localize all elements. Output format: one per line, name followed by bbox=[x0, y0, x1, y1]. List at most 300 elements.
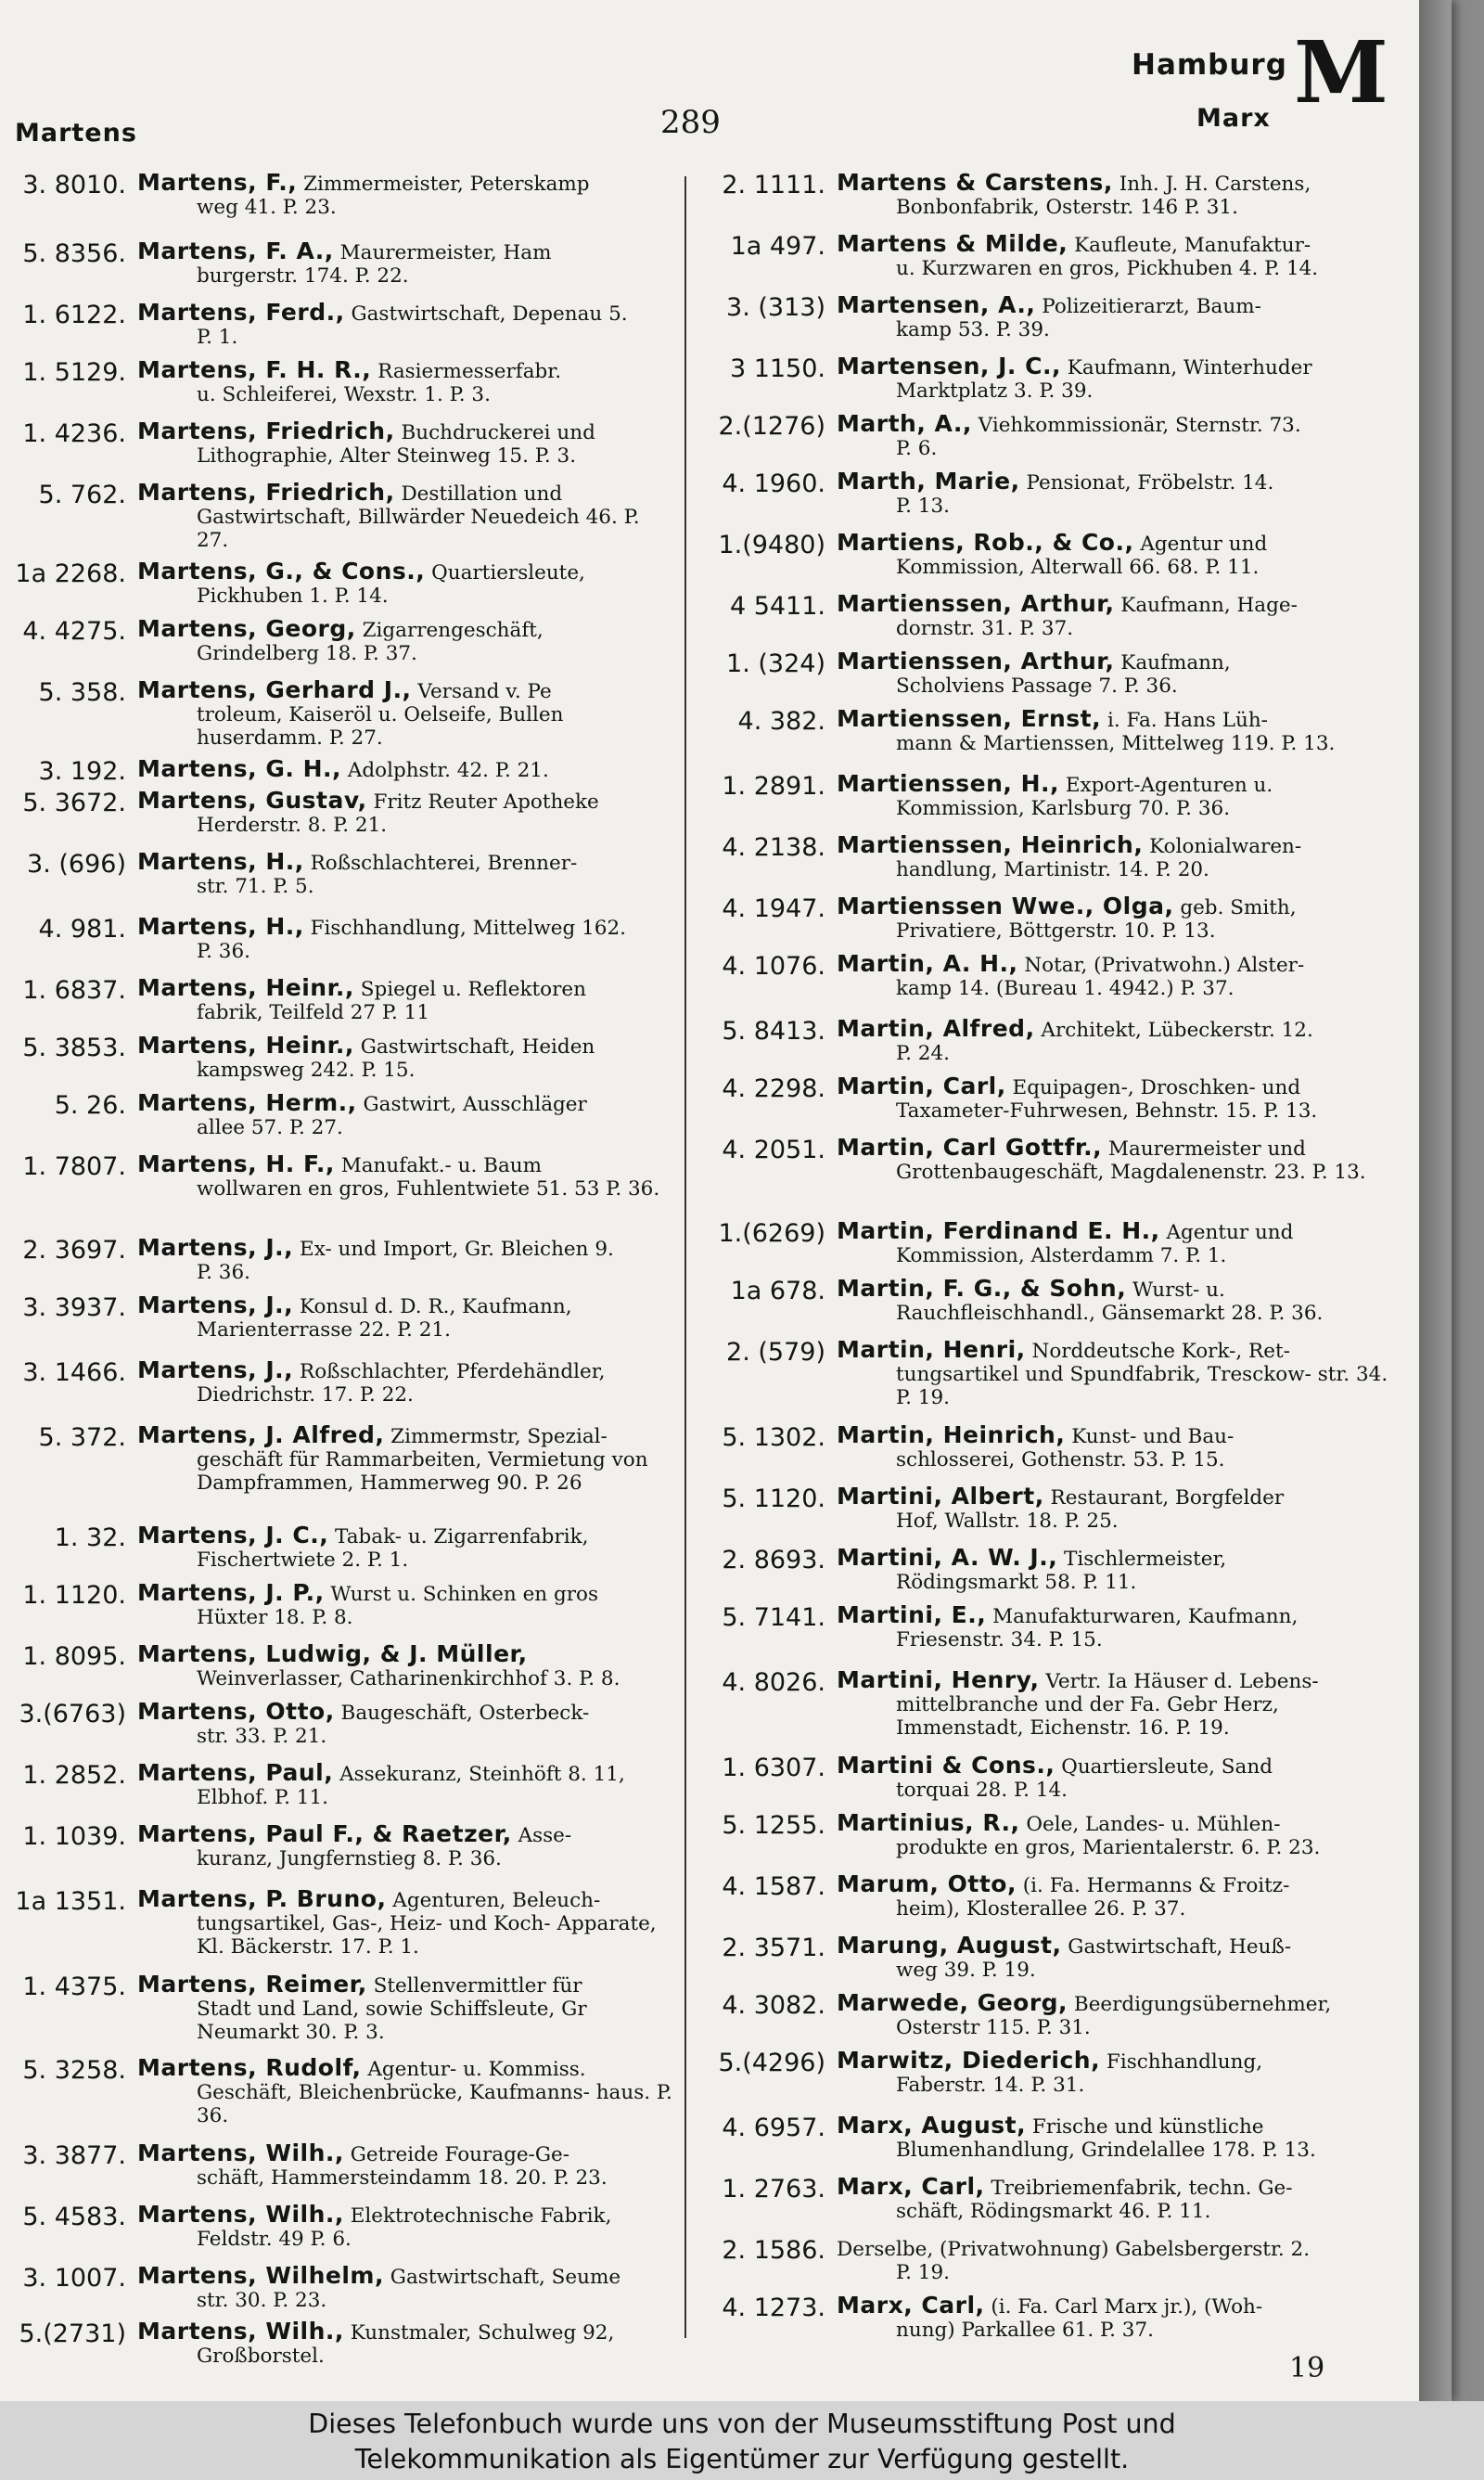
phone-number: 5. 1120. bbox=[722, 1484, 825, 1513]
phone-number: 4. 3082. bbox=[722, 1991, 825, 2020]
entry-text bbox=[126, 2056, 675, 2127]
directory-entry bbox=[701, 1136, 1406, 1219]
phone-number: 2.(1276) bbox=[718, 412, 825, 441]
left-keyword: Martens bbox=[15, 119, 137, 148]
entry-address: troleum, Kaiseröl u. Oelseife, Bullen huserdamm. P. 27. bbox=[197, 703, 564, 750]
entry-text bbox=[825, 894, 1406, 943]
entry-address: Diedrichstr. 17. P. 22. bbox=[197, 1383, 414, 1407]
subscriber-name: Martens, F., bbox=[137, 169, 298, 196]
subscriber-name: Martens, F. H. R., bbox=[137, 356, 372, 383]
entry-text bbox=[126, 239, 675, 288]
directory-entry bbox=[701, 1338, 1406, 1423]
subscriber-name: Martienssen, H., bbox=[837, 770, 1059, 797]
entry-details: Rasiermesserfabr. bbox=[371, 360, 562, 383]
page-number: 289 bbox=[660, 104, 721, 141]
entry-address: tungsartikel und Spundfabrik, Tresckow- str. 34. P. 19. bbox=[896, 1363, 1388, 1409]
directory-entry bbox=[6, 239, 675, 301]
phone-number: 4. 6957. bbox=[722, 2114, 825, 2142]
entry-details: Assekuranz, Steinhöft 8. 11, bbox=[333, 1763, 625, 1786]
directory-entry bbox=[701, 1811, 1406, 1872]
directory-entry bbox=[701, 1219, 1406, 1277]
entry-details: Notar, (Privatwohn.) Alster- bbox=[1017, 954, 1305, 977]
subscriber-name: Martini, Henry, bbox=[837, 1666, 1040, 1693]
phone-number: 1. 5129. bbox=[22, 358, 126, 387]
entry-text bbox=[126, 2264, 675, 2312]
entry-address: weg 41. P. 23. bbox=[197, 196, 337, 219]
entry-text bbox=[126, 559, 675, 608]
directory-entry bbox=[701, 2175, 1406, 2236]
phone-number: 4. 1273. bbox=[722, 2294, 825, 2322]
subscriber-name: Martens, J., bbox=[137, 1356, 294, 1383]
subscriber-name: Martens, Georg, bbox=[137, 615, 356, 642]
entry-address: u. Schleiferei, Wexstr. 1. P. 3. bbox=[197, 383, 491, 406]
directory-entry bbox=[6, 301, 675, 358]
subscriber-name: Marx, Carl, bbox=[837, 2292, 985, 2319]
entry-details: Norddeutsche Kork-, Ret- bbox=[1025, 1340, 1290, 1363]
directory-entry bbox=[701, 293, 1406, 354]
subscriber-name: Martens, F. A., bbox=[137, 238, 334, 264]
entry-text bbox=[126, 1642, 675, 1690]
phone-number: 1. 7807. bbox=[22, 1152, 126, 1181]
entry-text bbox=[825, 469, 1406, 518]
entry-address: Gastwirtschaft, Billwärder Neuedeich 46. P. 27. bbox=[197, 506, 640, 552]
entry-address: tungsartikel, Gas-, Heiz- und Koch- Apparate, Kl. Bäckerstr. 17. P. 1. bbox=[197, 1912, 657, 1959]
entry-address: produkte en gros, Marientalerstr. 6. P. 23. bbox=[896, 1836, 1321, 1859]
phone-number: 5. 7141. bbox=[722, 1603, 825, 1632]
entry-address: Faberstr. 14. P. 31. bbox=[896, 2074, 1085, 2097]
entry-details: Frische und künstliche bbox=[1026, 2115, 1264, 2139]
phone-number: 4. 1076. bbox=[722, 952, 825, 981]
entry-details: Roßschlachter, Pferdehändler, bbox=[293, 1360, 606, 1383]
entry-address: Privatiere, Böttgerstr. 10. P. 13. bbox=[896, 919, 1216, 943]
entry-details: Fischhandlung, bbox=[1100, 2050, 1263, 2074]
directory-entry bbox=[701, 531, 1406, 592]
subscriber-name: Martin, A. H., bbox=[837, 950, 1018, 977]
directory-entry bbox=[6, 789, 675, 850]
entry-address: Stadt und Land, sowie Schiffsleute, Gr Neumarkt 30. P. 3. bbox=[197, 1998, 587, 2044]
entry-details: Kolonialwaren- bbox=[1143, 835, 1302, 858]
entry-details: Maurermeister und bbox=[1102, 1137, 1306, 1161]
entry-address: kamp 14. (Bureau 1. 4942.) P. 37. bbox=[896, 977, 1235, 1000]
entry-details: Quartiersleute, Sand bbox=[1055, 1755, 1273, 1779]
entry-text bbox=[126, 1236, 675, 1284]
entry-text bbox=[825, 1811, 1406, 1859]
entry-text bbox=[825, 293, 1406, 341]
entry-address: Blumenhandlung, Grindelallee 178. P. 13. bbox=[896, 2139, 1316, 2162]
phone-number: 3. 3877. bbox=[22, 2141, 126, 2170]
entry-details: Polizeitierarzt, Baum- bbox=[1035, 295, 1261, 318]
entry-details: Agentur- u. Kommiss. bbox=[361, 2058, 586, 2081]
directory-entry bbox=[701, 1017, 1406, 1074]
entry-details: Agenturen, Beleuch- bbox=[386, 1889, 601, 1912]
page-footer-number: 19 bbox=[1289, 2352, 1325, 2384]
directory-entry bbox=[701, 649, 1406, 707]
directory-entry bbox=[701, 707, 1406, 772]
entry-text bbox=[126, 678, 675, 750]
page-edge bbox=[1419, 0, 1452, 2401]
phone-number: 1. 6837. bbox=[22, 976, 126, 1005]
directory-entry bbox=[6, 1091, 675, 1152]
directory-entry bbox=[6, 1293, 675, 1358]
subscriber-name: Martens, Gustav, bbox=[137, 787, 367, 814]
phone-number: 5. 4583. bbox=[22, 2203, 126, 2231]
subscriber-name: Martens, Wilhelm, bbox=[137, 2262, 384, 2289]
entry-text bbox=[825, 171, 1406, 219]
entry-text bbox=[126, 419, 675, 468]
entry-text bbox=[825, 412, 1406, 460]
entry-address: P. 13. bbox=[896, 495, 950, 518]
entry-details: geb. Smith, bbox=[1173, 896, 1297, 919]
entry-address: Osterstr 115. P. 31. bbox=[896, 2016, 1091, 2039]
entry-address: torquai 28. P. 14. bbox=[896, 1779, 1068, 1802]
subscriber-name: Martens, Heinr., bbox=[137, 974, 354, 1001]
entry-details: Treibriemenfabrik, techn. Ge- bbox=[984, 2177, 1293, 2200]
phone-number: 5.(2731) bbox=[19, 2319, 126, 2348]
phone-number: 5. 3672. bbox=[22, 789, 126, 817]
right-column bbox=[701, 171, 1406, 2349]
subscriber-name: Martensen, J. C., bbox=[837, 353, 1061, 379]
subscriber-name: Martini, E., bbox=[837, 1601, 987, 1628]
phone-number: 4. 981. bbox=[38, 915, 126, 944]
entry-address: Herderstr. 8. P. 21. bbox=[197, 814, 388, 837]
phone-number: 4. 8026. bbox=[722, 1668, 825, 1697]
phone-number: 5. 1255. bbox=[722, 1811, 825, 1840]
entry-text bbox=[825, 2236, 1406, 2284]
entry-address: Weinverlasser, Catharinenkirchhof 3. P. 8. bbox=[197, 1667, 620, 1690]
subscriber-name: Martens, H., bbox=[137, 913, 304, 940]
entry-details: Buchdruckerei und bbox=[394, 421, 595, 444]
phone-number: 1a 1351. bbox=[15, 1887, 126, 1916]
subscriber-name: Martienssen, Heinrich, bbox=[837, 831, 1144, 858]
entry-text bbox=[126, 1152, 675, 1201]
phone-number: 1a 678. bbox=[730, 1277, 825, 1305]
entry-address: mann & Martienssen, Mittelweg 119. P. 13. bbox=[896, 732, 1336, 755]
phone-number: 3. 1007. bbox=[22, 2264, 126, 2293]
directory-entry bbox=[6, 1761, 675, 1822]
directory-entry bbox=[6, 2203, 675, 2264]
phone-number: 1. 6122. bbox=[22, 301, 126, 329]
subscriber-name: Marth, A., bbox=[837, 410, 972, 437]
entry-address: P. 19. bbox=[896, 2261, 950, 2284]
entry-details: Tischlermeister, bbox=[1057, 1548, 1227, 1571]
page-header bbox=[0, 0, 1452, 162]
credit-line-1: Dieses Telefonbuch wurde uns von der Museumsstiftung Post und bbox=[308, 2409, 1176, 2439]
phone-number: 4. 382. bbox=[737, 707, 825, 736]
entry-text bbox=[825, 232, 1406, 280]
entry-address: Grindelberg 18. P. 37. bbox=[197, 642, 417, 665]
entry-text bbox=[126, 1761, 675, 1809]
entry-address: Rauchfleischhandl., Gänsemarkt 28. P. 36. bbox=[896, 1302, 1324, 1325]
directory-entry bbox=[701, 171, 1406, 232]
phone-number: 4. 4275. bbox=[22, 617, 126, 646]
entry-text bbox=[126, 1972, 675, 2044]
phone-number: 3. 192. bbox=[38, 757, 126, 786]
subscriber-name: Martens, Ferd., bbox=[137, 299, 345, 326]
phone-number: 1. 1039. bbox=[22, 1822, 126, 1851]
phone-number: 5. 8413. bbox=[722, 1017, 825, 1046]
entry-address: Bonbonfabrik, Osterstr. 146 P. 31. bbox=[896, 196, 1238, 219]
phone-number: 2. (579) bbox=[726, 1338, 825, 1367]
phone-number: 5. 762. bbox=[38, 481, 126, 509]
entry-details: Restaurant, Borgfelder bbox=[1043, 1486, 1285, 1510]
directory-entry bbox=[6, 2056, 675, 2141]
entry-text bbox=[126, 358, 675, 406]
entry-details: Agentur und bbox=[1159, 1221, 1294, 1244]
phone-number: 1. (324) bbox=[726, 649, 825, 678]
entry-details: Tabak- u. Zigarrenfabrik, bbox=[328, 1525, 589, 1548]
entry-text bbox=[825, 2049, 1406, 2097]
entry-address: weg 39. P. 19. bbox=[896, 1959, 1036, 1982]
entry-address: P. 36. bbox=[197, 1261, 250, 1284]
entry-details: Kunstmaler, Schulweg 92, bbox=[343, 2321, 615, 2345]
directory-entry bbox=[701, 1484, 1406, 1546]
entry-text bbox=[825, 1277, 1406, 1325]
entry-address: schlosserei, Gothenstr. 53. P. 15. bbox=[896, 1448, 1225, 1471]
entry-address: str. 33. P. 21. bbox=[197, 1725, 327, 1748]
phone-number: 1. 4375. bbox=[22, 1972, 126, 2001]
entry-address: Marktplatz 3. P. 39. bbox=[896, 379, 1094, 403]
subscriber-name: Martens & Milde, bbox=[837, 230, 1068, 257]
subscriber-name: Marung, August, bbox=[837, 1932, 1062, 1959]
subscriber-name: Martens, Ludwig, & J. Müller, bbox=[137, 1640, 528, 1667]
phone-number: 5. 26. bbox=[54, 1091, 126, 1120]
directory-entry bbox=[701, 412, 1406, 469]
entry-details: Pensionat, Fröbelstr. 14. bbox=[1019, 471, 1274, 495]
directory-entry bbox=[701, 1603, 1406, 1668]
phone-number: 3.(6763) bbox=[19, 1700, 126, 1728]
entry-details: Gastwirtschaft, Heuß- bbox=[1061, 1935, 1292, 1959]
directory-entry bbox=[701, 894, 1406, 952]
subscriber-name: Martens, J., bbox=[137, 1291, 294, 1318]
subscriber-name: Martienssen, Arthur, bbox=[837, 648, 1115, 675]
entry-details: Zimmermeister, Peterskamp bbox=[297, 173, 590, 196]
subscriber-name: Martiens, Rob., & Co., bbox=[837, 529, 1134, 556]
subscriber-name: Martens, Wilh., bbox=[137, 2318, 344, 2345]
subscriber-name: Martens, Friedrich, bbox=[137, 418, 395, 444]
phone-number: 3. (696) bbox=[27, 850, 126, 879]
phone-number: 3. 1466. bbox=[22, 1358, 126, 1387]
phone-number: 5. 3853. bbox=[22, 1034, 126, 1062]
directory-entry bbox=[6, 2141, 675, 2203]
subscriber-name: Martin, Henri, bbox=[837, 1336, 1026, 1363]
subscriber-name: Martensen, A., bbox=[837, 291, 1036, 318]
entry-text bbox=[825, 1754, 1406, 1802]
entry-text bbox=[126, 1523, 675, 1572]
directory-entry bbox=[6, 1972, 675, 2056]
subscriber-name: Martin, Alfred, bbox=[837, 1015, 1035, 1042]
subscriber-name: Martens, Heinr., bbox=[137, 1032, 354, 1059]
entry-text bbox=[126, 1293, 675, 1342]
last-keyword: Marx bbox=[1196, 104, 1271, 133]
subscriber-name: Martin, Ferdinand E. H., bbox=[837, 1217, 1160, 1244]
entry-address: str. 30. P. 23. bbox=[197, 2289, 327, 2312]
subscriber-name: Martens, Rudolf, bbox=[137, 2054, 362, 2081]
subscriber-name: Martienssen Wwe., Olga, bbox=[837, 893, 1174, 919]
subscriber-name: Martens, J. P., bbox=[137, 1579, 325, 1606]
entry-address: geschäft für Rammarbeiten, Vermietung von Dampframmen, Hammerweg 90. P. 26 bbox=[197, 1448, 648, 1495]
subscriber-name: Martens, H., bbox=[137, 848, 304, 875]
directory-entry bbox=[701, 2049, 1406, 2114]
phone-number: 1a 2268. bbox=[15, 559, 126, 588]
phone-number: 1. 6307. bbox=[722, 1754, 825, 1782]
entry-text bbox=[126, 915, 675, 963]
directory-entry bbox=[6, 617, 675, 678]
phone-number: 2. 3697. bbox=[22, 1236, 126, 1265]
phone-number: 2. 1586. bbox=[722, 2236, 825, 2265]
entry-address: Kommission, Karlsburg 70. P. 36. bbox=[896, 797, 1231, 820]
subscriber-name: Marx, Carl, bbox=[837, 2173, 985, 2200]
phone-number: 4. 2298. bbox=[722, 1074, 825, 1103]
entry-text bbox=[825, 1219, 1406, 1267]
phone-number: 2. 3571. bbox=[722, 1934, 825, 1962]
entry-details: Versand v. Pe bbox=[411, 680, 552, 703]
entry-text bbox=[126, 976, 675, 1024]
subscriber-name: Martens, Friedrich, bbox=[137, 479, 395, 506]
directory-entry bbox=[6, 559, 675, 617]
subscriber-name: Martens & Carstens, bbox=[837, 169, 1113, 196]
entry-text bbox=[825, 772, 1406, 820]
entry-address: fabrik, Teilfeld 27 P. 11 bbox=[197, 1001, 430, 1024]
phone-number: 1. 2891. bbox=[722, 772, 825, 801]
entry-details: Oele, Landes- u. Mühlen- bbox=[1019, 1813, 1281, 1836]
directory-entry bbox=[6, 481, 675, 559]
directory-entry bbox=[701, 833, 1406, 894]
entry-address: Großborstel. bbox=[197, 2345, 325, 2368]
entry-address: handlung, Martinistr. 14. P. 20. bbox=[896, 858, 1209, 881]
directory-entry bbox=[6, 2264, 675, 2319]
subscriber-name: Martens, Herm., bbox=[137, 1089, 357, 1116]
entry-address: allee 57. P. 27. bbox=[197, 1116, 343, 1139]
entry-details: Adolphstr. 42. P. 21. bbox=[341, 759, 549, 782]
entry-details: Kaufmann, bbox=[1114, 651, 1231, 675]
entry-text bbox=[126, 850, 675, 898]
subscriber-name: Martini, Albert, bbox=[837, 1483, 1044, 1510]
subscriber-name: Martens, G., & Cons., bbox=[137, 558, 426, 585]
entry-address: burgerstr. 174. P. 22. bbox=[197, 264, 409, 288]
subscriber-name: Martens, Wilh., bbox=[137, 2201, 344, 2228]
directory-entry bbox=[701, 2114, 1406, 2175]
section-letter: M bbox=[1294, 22, 1388, 122]
directory-entry bbox=[6, 1523, 675, 1581]
entry-details: (i. Fa. Carl Marx jr.), (Woh- bbox=[984, 2295, 1263, 2319]
phone-number: 5. 8356. bbox=[22, 239, 126, 268]
directory-entry bbox=[6, 1700, 675, 1761]
credit-footer bbox=[0, 2401, 1484, 2480]
entry-details: Kaufleute, Manufaktur- bbox=[1068, 234, 1311, 257]
phone-number: 1. 2763. bbox=[722, 2175, 825, 2204]
entry-text bbox=[126, 301, 675, 349]
directory-entry bbox=[701, 2236, 1406, 2294]
entry-text bbox=[825, 649, 1406, 698]
entry-address: kampsweg 242. P. 15. bbox=[197, 1059, 416, 1082]
entry-text bbox=[825, 2175, 1406, 2223]
entry-address: Friesenstr. 34. P. 15. bbox=[896, 1628, 1103, 1651]
entry-address: schäft, Hammersteindamm 18. 20. P. 23. bbox=[197, 2166, 608, 2190]
directory-entry bbox=[6, 976, 675, 1034]
entry-details: (i. Fa. Hermanns & Froitz- bbox=[1016, 1874, 1290, 1897]
entry-details: Stellenvermittler für bbox=[366, 1974, 582, 1998]
subscriber-name: Martinius, R., bbox=[837, 1809, 1020, 1836]
entry-details: Roßschlachterei, Brenner- bbox=[303, 852, 578, 875]
entry-text bbox=[825, 1338, 1406, 1409]
entry-text bbox=[126, 2319, 675, 2368]
entry-details: Beerdigungsübernehmer, bbox=[1068, 1993, 1332, 2016]
entry-text bbox=[825, 707, 1406, 755]
entry-text bbox=[825, 1668, 1406, 1740]
directory-entry bbox=[701, 1991, 1406, 2049]
entry-text bbox=[825, 1074, 1406, 1123]
phone-number: 4. 2051. bbox=[722, 1136, 825, 1164]
entry-address: Scholviens Passage 7. P. 36. bbox=[896, 675, 1178, 698]
entry-address: Geschäft, Bleichenbrücke, Kaufmanns- haus. P. 36. bbox=[197, 2081, 672, 2127]
subscriber-name: Martini, A. W. J., bbox=[837, 1544, 1058, 1571]
entry-address: Hüxter 18. P. 8. bbox=[197, 1606, 353, 1629]
phone-number: 5. 3258. bbox=[22, 2056, 126, 2085]
entry-details: Zimmermstr, Spezial- bbox=[384, 1425, 608, 1448]
entry-address: mittelbranche und der Fa. Gebr Herz, Immenstadt, Eichenstr. 16. P. 19. bbox=[896, 1693, 1279, 1740]
entry-details: Maurermeister, Ham bbox=[333, 241, 552, 264]
subscriber-name: Martens, Paul, bbox=[137, 1759, 334, 1786]
entry-details: Elektrotechnische Fabrik, bbox=[343, 2204, 612, 2228]
phone-number: 4. 1947. bbox=[722, 894, 825, 923]
entry-details: Wurst- u. bbox=[1126, 1279, 1225, 1302]
entry-details: Ex- und Import, Gr. Bleichen 9. bbox=[293, 1238, 614, 1261]
entry-address: Feldstr. 49 P. 6. bbox=[197, 2228, 352, 2251]
entry-text bbox=[825, 354, 1406, 403]
subscriber-name: Martens, Reimer, bbox=[137, 1971, 367, 1998]
entry-address: Taxameter-Fuhrwesen, Behnstr. 15. P. 13. bbox=[896, 1099, 1318, 1123]
column-divider bbox=[684, 176, 686, 2338]
directory-entry bbox=[6, 915, 675, 976]
subscriber-name: Marwitz, Diederich, bbox=[837, 2047, 1101, 2074]
phone-number: 1.(9480) bbox=[718, 531, 825, 559]
entry-details: Manufakt.- u. Baum bbox=[334, 1154, 542, 1177]
entry-text bbox=[825, 1136, 1406, 1184]
subscriber-name: Martens, Wilh., bbox=[137, 2139, 344, 2166]
directory-entry bbox=[6, 1152, 675, 1236]
directory-entry bbox=[701, 772, 1406, 833]
directory-entry bbox=[6, 419, 675, 481]
subscriber-name: Martens, J. C., bbox=[137, 1522, 329, 1548]
entry-address: schäft, Rödingsmarkt 46. P. 11. bbox=[896, 2200, 1211, 2223]
subscriber-name: Martens, J. Alfred, bbox=[137, 1421, 385, 1448]
phone-number: 2. 8693. bbox=[722, 1546, 825, 1574]
directory-entry bbox=[701, 232, 1406, 293]
entry-details: Viehkommissionär, Sternstr. 73. bbox=[971, 414, 1301, 437]
phone-number: 1. 8095. bbox=[22, 1642, 126, 1671]
entry-details: Spiegel u. Reflektoren bbox=[353, 978, 586, 1001]
directory-entry bbox=[6, 1581, 675, 1642]
entry-details: Wurst u. Schinken en gros bbox=[324, 1583, 598, 1606]
directory-entry bbox=[701, 1668, 1406, 1754]
subscriber-name: Martin, Heinrich, bbox=[837, 1421, 1066, 1448]
entry-text bbox=[825, 2114, 1406, 2162]
phone-number: 4 5411. bbox=[729, 592, 825, 621]
directory-entry bbox=[6, 757, 675, 789]
directory-entry bbox=[701, 2294, 1406, 2349]
phone-number: 5. 358. bbox=[38, 678, 126, 707]
city-name: Hamburg bbox=[1132, 48, 1287, 82]
entry-details: Manufakturwaren, Kaufmann, bbox=[986, 1605, 1298, 1628]
entry-details: Fischhandlung, Mittelweg 162. bbox=[303, 917, 626, 940]
phone-number: 1. 4236. bbox=[22, 419, 126, 448]
entry-address: Grottenbaugeschäft, Magdalenenstr. 23. P. 13. bbox=[896, 1161, 1366, 1184]
directory-entry bbox=[6, 1423, 675, 1523]
entry-text bbox=[825, 833, 1406, 881]
phone-number: 1. 2852. bbox=[22, 1761, 126, 1790]
entry-text bbox=[825, 952, 1406, 1000]
entry-address: P. 1. bbox=[197, 326, 238, 349]
